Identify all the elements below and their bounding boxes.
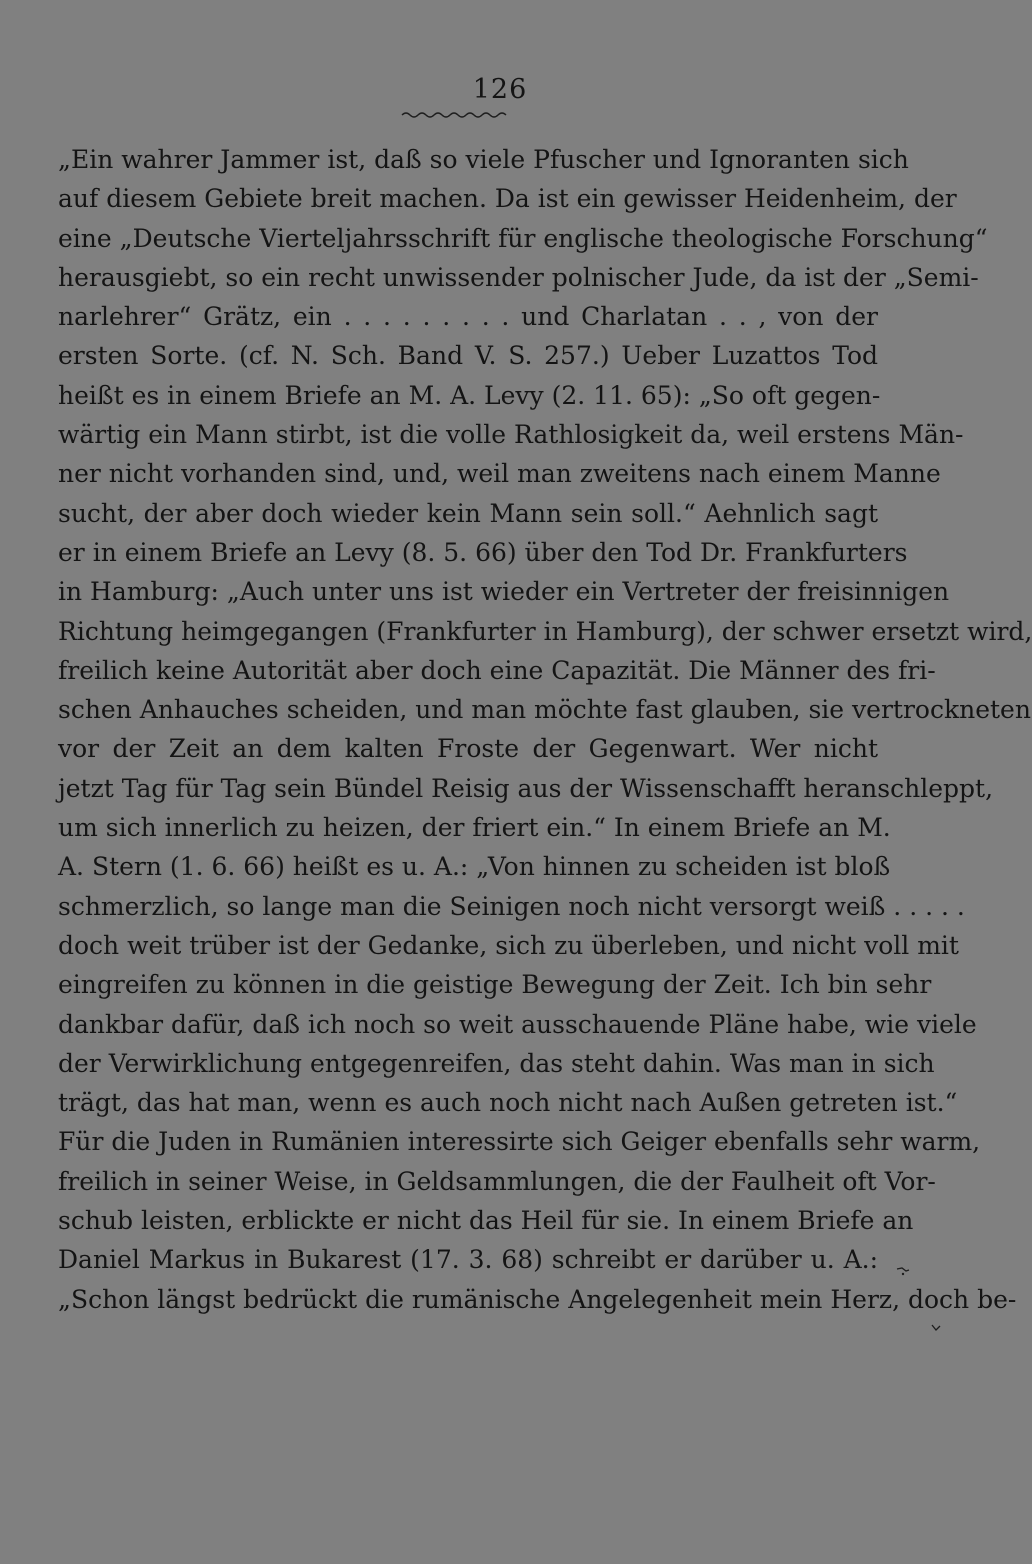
ink-speck-mark — [930, 1322, 942, 1334]
text-line: Für die Juden in Rumänien interessirte sich Geiger ebenfalls sehr warm, — [58, 1127, 981, 1157]
text-line: ersten Sorte. (cf. N. Sch. Band V. S. 257.) Ueber Luzattos Tod — [58, 341, 878, 371]
text-line: „Schon längst bedrückt die rumänische Angelegenheit mein Herz, doch be- — [58, 1284, 1017, 1314]
text-line: um sich innerlich zu heizen, der friert ein.“ In einem Briefe an M. — [58, 813, 891, 843]
text-line: freilich keine Autorität aber doch eine Capazität. Die Männer des fri- — [58, 655, 936, 685]
text-line: herausgiebt, so ein recht unwissender polnischer Jude, da ist der „Semi- — [58, 262, 979, 292]
text-line: eingreifen zu können in die geistige Bewegung der Zeit. Ich bin sehr — [58, 970, 932, 1000]
ink-speck-mark — [896, 1266, 910, 1278]
text-line: jetzt Tag für Tag sein Bündel Reisig aus der Wissenschafft heranschleppt, — [58, 773, 994, 803]
text-line: schub leisten, erblickte er nicht das Heil für sie. In einem Briefe an — [58, 1206, 914, 1236]
text-line: in Hamburg: „Auch unter uns ist wieder ein Vertreter der freisinnigen — [58, 577, 950, 607]
text-line: schen Anhauches scheiden, und man möchte fast glauben, sie vertrockneten — [58, 695, 1031, 725]
text-line: ner nicht vorhanden sind, und, weil man zweitens nach einem Manne — [58, 459, 941, 489]
text-line: vor der Zeit an dem kalten Froste der Gegenwart. Wer nicht — [58, 734, 878, 764]
text-line: narlehrer“ Grätz, ein . . . . . . . . . und Charlatan . . , von der — [58, 302, 878, 332]
text-line: Daniel Markus in Bukarest (17. 3. 68) schreibt er darüber u. A.: — [58, 1245, 878, 1275]
page-number-ornament — [400, 110, 510, 120]
text-line: Richtung heimgegangen (Frankfurter in Hamburg), der schwer ersetzt wird, — [58, 616, 1032, 646]
text-line: wärtig ein Mann stirbt, ist die volle Rathlosigkeit da, weil erstens Män- — [58, 420, 964, 450]
text-line: eine „Deutsche Vierteljahrsschrift für englische theologische Forschung“ — [58, 223, 988, 253]
text-line: „Ein wahrer Jammer ist, daß so viele Pfuscher und Ignoranten sich — [58, 145, 909, 174]
text-line: dankbar dafür, daß ich noch so weit ausschauende Pläne habe, wie viele — [58, 1009, 977, 1039]
text-line: doch weit trüber ist der Gedanke, sich zu überleben, und nicht voll mit — [58, 930, 959, 960]
text-line: schmerzlich, so lange man die Seinigen noch nicht versorgt weiß . . . . . — [58, 891, 965, 921]
page-number: 126 — [472, 74, 528, 105]
text-line: trägt, das hat man, wenn es auch noch nicht nach Außen getreten ist.“ — [58, 1088, 958, 1118]
text-line: auf diesem Gebiete breit machen. Da ist ein gewisser Heidenheim, der — [58, 184, 957, 214]
text-line: sucht, der aber doch wieder kein Mann sein soll.“ Aehnlich sagt — [58, 498, 878, 528]
text-line: A. Stern (1. 6. 66) heißt es u. A.: „Von hinnen zu scheiden ist bloß — [58, 852, 891, 882]
text-line: freilich in seiner Weise, in Geldsammlungen, die der Faulheit oft Vor- — [58, 1166, 936, 1196]
body-text — [58, 140, 1032, 1319]
text-line: er in einem Briefe an Levy (8. 5. 66) über den Tod Dr. Frankfurters — [58, 537, 908, 567]
text-line: heißt es in einem Briefe an M. A. Levy (2. 11. 65): „So oft gegen- — [58, 380, 881, 410]
text-line: der Verwirklichung entgegenreifen, das steht dahin. Was man in sich — [58, 1048, 935, 1078]
